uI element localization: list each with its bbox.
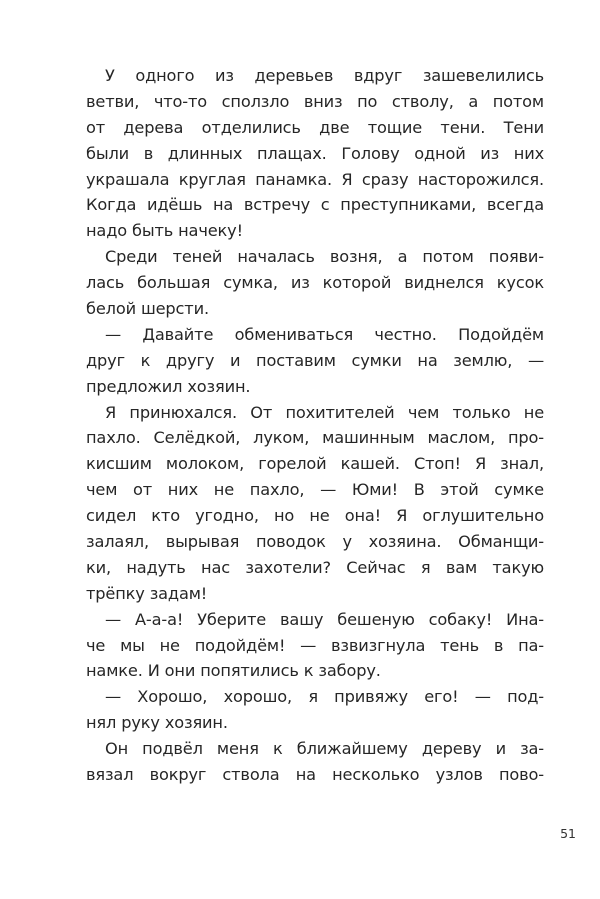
text-line: че мы не подойдём! — взвизгнула тень в па- <box>86 635 544 655</box>
text-line: Среди теней началась возня, а потом появи- <box>105 247 544 267</box>
text-line: трёпку задам! <box>86 583 208 603</box>
text-line: Когда идёшь на встречу с преступниками, всегда <box>86 195 544 215</box>
text-line: залаял, вырывая поводок у хозяина. Обманщи- <box>86 532 544 552</box>
text-line: ки, надуть нас захотели? Сейчас я вам такую <box>86 557 544 577</box>
text-line: ветви, что-то сползло вниз по стволу, а потом <box>86 91 544 111</box>
text-line: сидел кто угодно, но не она! Я оглушительно <box>86 506 544 526</box>
text-line: Я принюхался. От похитителей чем только не <box>105 402 544 422</box>
text-line: — Хорошо, хорошо, я привяжу его! — под- <box>105 687 544 707</box>
text-line: друг к другу и поставим сумки на землю, — <box>86 350 544 370</box>
text-line: белой шерсти. <box>86 299 209 319</box>
text-line: украшала круглая панамка. Я сразу насторожился. <box>86 169 544 189</box>
text-line: были в длинных плащах. Голову одной из них <box>86 143 544 163</box>
body-text <box>86 63 544 788</box>
text-line: предложил хозяин. <box>86 376 251 396</box>
text-line: лась большая сумка, из которой виднелся кусок <box>86 273 544 293</box>
text-line: — Давайте обмениваться честно. Подойдём <box>105 324 544 344</box>
text-line: надо быть начеку! <box>86 221 243 241</box>
text-line: — А-а-а! Уберите вашу бешеную собаку! Ина- <box>105 609 544 629</box>
text-line: пахло. Селёдкой, луком, машинным маслом, про- <box>86 428 544 448</box>
text-line: от дерева отделились две тощие тени. Тени <box>86 117 544 137</box>
text-line: нял руку хозяин. <box>86 713 228 733</box>
text-line: У одного из деревьев вдруг зашевелились <box>105 66 544 85</box>
text-line: вязал вокруг ствола на несколько узлов пово- <box>86 765 544 785</box>
text-line: намке. И они попятились к забору. <box>86 661 381 681</box>
text-line: Он подвёл меня к ближайшему дереву и за- <box>105 739 544 759</box>
text-line: кисшим молоком, горелой кашей. Стоп! Я знал, <box>86 454 544 474</box>
text-line: чем от них не пахло, — Юми! В этой сумке <box>86 480 544 500</box>
page-number: 51 <box>560 826 576 841</box>
